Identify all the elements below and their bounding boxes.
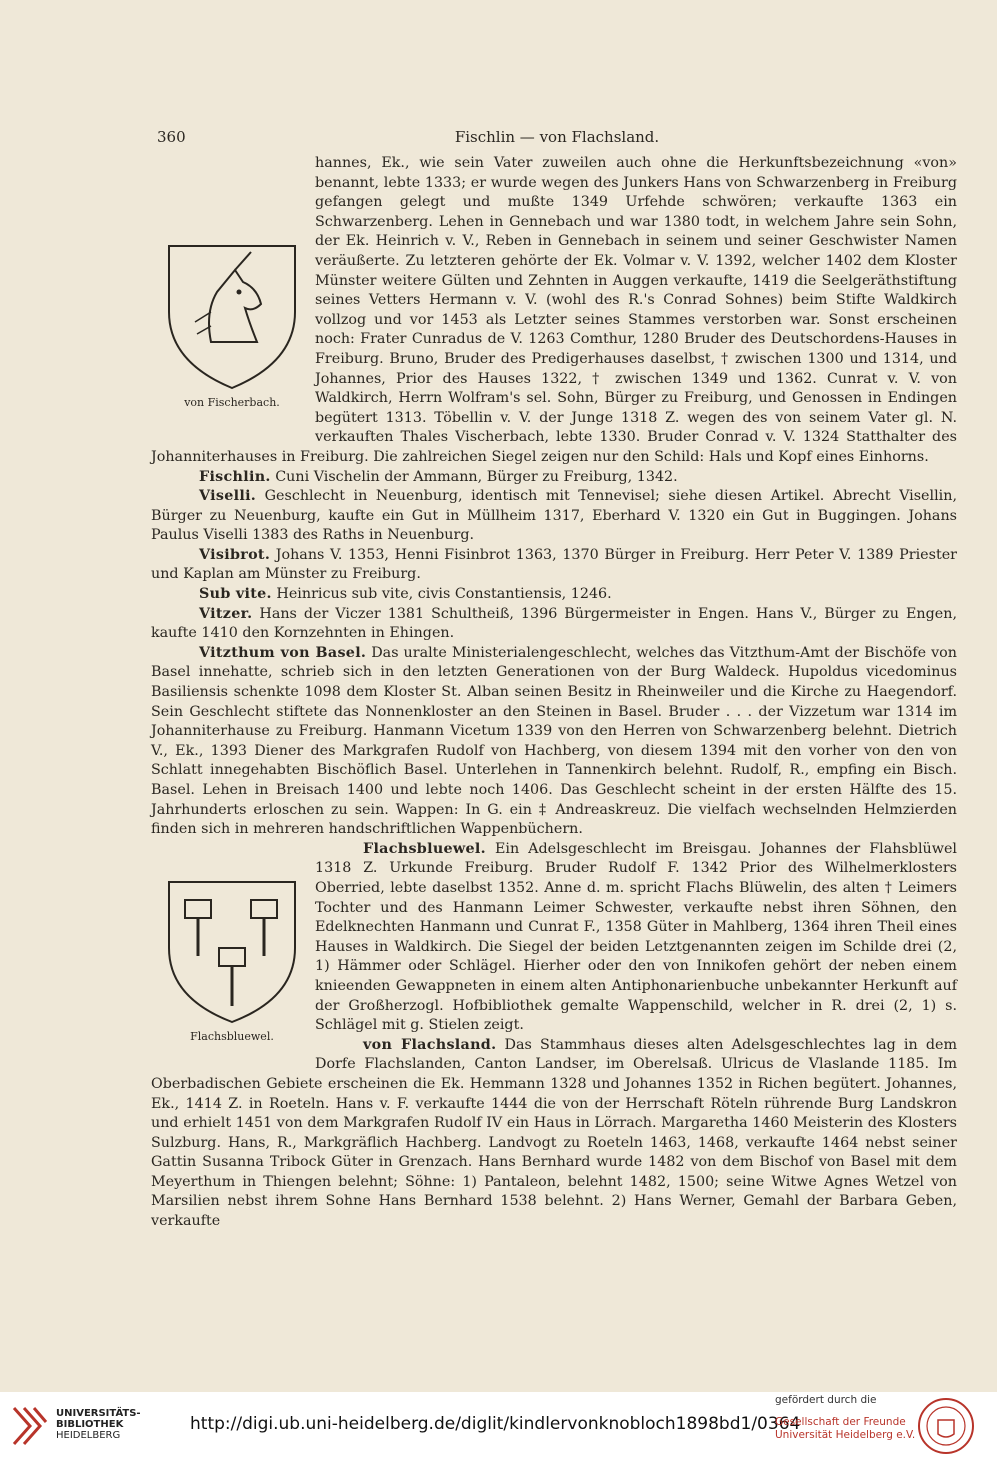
entry-vitzthum	[151, 644, 957, 840]
entry-head: Sub vite.	[199, 586, 272, 603]
entry-flachsbluewel	[151, 840, 957, 1043]
page-number: 360	[157, 128, 186, 146]
paragraph-text: hannes, Ek., wie sein Vater zuweilen auch ohne die Herkunftsbezeichnung «von» benannt, lebte 1333; er wurde wegen des Junkers Hans von Schwarzenberg in Freiburg gefangen gelegt und mußte 1349 Urfehde schwören; verkaufte 1363 ein Schwarzenberg. Lehen in Gennebach und war 1380 todt, in welchem Jahre sein Sohn, der Ek. Heinrich v. V., Reben in Gennebach in seinem und seiner Geschwister Namen veräußerte. Zu letzteren gehörte der Ek. Volmar v. V. 1392, welcher 1402 dem Kloster Münster weitere Gülten und Zehnten in Auggen verkaufte, 1419 die Seelgeräthstiftung seines Vetters Hermann v. V. (wohl des R.'s Conrad Sohnes) beim Stifte Waldkirch vollzog und vor 1453 als Letzter seines Stammes verstorben war. Sonst erscheinen noch: Frater Cunradus de V. 1263 Comthur, 1280 Bruder des Deutschordens-Hauses in Freiburg. Bruno, Bruder des Predigerhauses daselbst, † zwischen 1300 und 1314, und Johannes, Prior des Hauses 1322, † zwischen 1349 und 1362. Cunrat v. V. von Waldkirch, Herrn Wolfram's sel. Sohn, Bürger zu Freiburg, und Genossen in Endingen begütert 1313. Töbellin v. V. der Junge 1318 Z. wegen des von seinem Vater gl. N. verkauften Thales Vischerbach, lebte 1330. Bruder Conrad v. V. 1324 Statthalter des Johanniterhauses in Freiburg. Die zahlreichen Siegel zeigen nur den Schild: Hals und Kopf eines Einhorns.	[151, 155, 957, 465]
entry-head: Viselli.	[199, 488, 257, 505]
text-body	[151, 154, 957, 1232]
entry-head: Fischlin.	[199, 468, 271, 485]
university-logo-icon	[10, 1404, 50, 1448]
sponsor-line: Gesellschaft der Freunde	[775, 1416, 906, 1428]
sponsor-name[interactable]	[775, 1416, 915, 1442]
entry-text: Ein Adelsgeschlecht im Breisgau. Johannes der Flahsblüwel 1318 Z. Urkunde Freiburg. Bruder Rudolf F. 1342 Prior des Wilhelmerklosters Oberried, lebte daselbst 1352. Anne d. m. spricht Flachs Blüwelin, des alten † Leimers Tochter und des Hanmann Leimer Schwester, verkaufte nebst ihren Söhnen, den Edelknechten Hanmann und Cunrat F., 1358 Güter in Mahlberg, 1364 ihren Theil eines Hauses in Waldkirch. Die Siegel der beiden Letztgenannten zeigen im Schilde drei (2, 1) Hämmer oder Schlägel. Hierher oder den von Innikofen gehört der neben einem knieenden Gewappneten in einem alten Antiphonarienbuche unbekannter Herkunft auf der Großherzogl. Hofbibliothek gemalte Wappenschild, welcher in R. drei (2, 1) s. Schlägel mit g. Stielen zeigt.	[315, 840, 957, 1034]
entry-head: Visibrot.	[199, 546, 271, 563]
entry-visibrot	[151, 546, 957, 585]
seal-icon	[916, 1396, 976, 1456]
entry-head: von Flachsland.	[363, 1036, 497, 1053]
entry-viselli	[151, 487, 957, 546]
entry-text: Geschlecht in Neuenburg, identisch mit Tennevisel; siehe diesen Artikel. Abrecht Visellin, Bürger zu Neuenburg, kaufte ein Gut in Müllheim 1317, Eberhard V. 1320 ein Gut in Buggingen. Johans Paulus Viselli 1383 des Raths in Neuenburg.	[151, 488, 957, 544]
entry-text: Johans V. 1353, Henni Fisinbrot 1363, 1370 Bürger in Freiburg. Herr Peter V. 1389 Priester und Kaplan am Münster zu Freiburg.	[151, 546, 958, 583]
university-line: HEIDELBERG	[56, 1430, 121, 1441]
entry-fischlin	[151, 468, 957, 488]
unicorn-shield-icon	[165, 242, 299, 392]
university-name	[56, 1408, 141, 1441]
coat-of-arms-flachsbluewel	[157, 878, 307, 1066]
running-header	[157, 128, 957, 150]
coat-of-arms-fischerbach	[157, 242, 307, 432]
entry-sub-vite	[151, 585, 957, 605]
entry-text: Heinricus sub vite, civis Constantiensis, 1246.	[276, 586, 612, 603]
viewer-footer	[0, 1392, 997, 1463]
entry-head: Flachsbluewel.	[363, 840, 486, 857]
permalink-url[interactable]: http://digi.ub.uni-heidelberg.de/diglit/kindlervonknobloch1898bd1/0364	[190, 1414, 801, 1434]
entry-head: Vitzthum von Basel.	[199, 644, 367, 661]
university-line: UNIVERSITÄTS-	[56, 1408, 141, 1419]
entry-text: Das uralte Ministerialengeschlecht, welches das Vitzthum-Amt der Bischöfe von Basel innehatte, schrieb sich in den letzten Generationen von der Burg Waldeck. Hupoldus vicedominus Basiliensis schenkte 1098 dem Kloster St. Alban seinen Besitz in Rheinweiler und die Kirche zu Haegendorf. Sein Geschlecht stiftete das Nonnenkloster an den Steinen in Basel. Bruder . . . der Vizzetum war 1314 im Johanniterhause zu Freiburg. Hanmann Vicetum 1339 von den Herren von Schwarzenberg belehnt. Dietrich V., Ek., 1393 Diener des Markgrafen Rudolf von Hachberg, von diesem 1394 mit den vorher von den von Schlatt innegehabten Bischöflich Basel. Unterlehen in Tannenkirch belehnt. Rudolf, R., empfing ein Bisch. Basel. Lehen in Breisach 1400 und lebte noch 1406. Das Geschlecht scheint in der ersten Hälfte des 15. Jahrhunderts erloschen zu sein. Wappen: In G. ein ‡ Andreaskreuz. Die vielfach wechselnden Helmzierden finden sich in mehreren handschriftlichen Wappenbüchern.	[151, 644, 957, 838]
page-title: Fischlin — von Flachsland.	[454, 128, 660, 146]
hammers-shield-icon	[165, 878, 299, 1026]
entry-head: Vitzer.	[199, 605, 253, 622]
university-line: BIBLIOTHEK	[56, 1419, 124, 1430]
paragraph-continuation	[151, 154, 957, 468]
figure-caption: Flachsbluewel.	[190, 1029, 274, 1043]
figure-caption: von Fischerbach.	[184, 396, 280, 409]
sponsor-line: Universität Heidelberg e.V.	[775, 1429, 916, 1441]
entry-vitzer	[151, 605, 957, 644]
entry-text: Cuni Vischelin der Ammann, Bürger zu Freiburg, 1342.	[275, 468, 678, 485]
funded-by-label: gefördert durch die	[775, 1394, 877, 1406]
entry-text: Das Stammhaus dieses alten Adelsgeschlechtes lag in dem Dorfe Flachslanden, Canton Landser, im Oberelsaß. Ulricus de Vlaslande 1185. Im Oberbadischen Gebiete erscheinen die Ek. Hemmann 1328 und Johannes 1352 in Richen begütert. Johannes, Ek., 1414 Z. in Roeteln. Hans v. F. verkaufte 1444 die von der Herrschaft Röteln rührende Burg Landskron und erhielt 1451 von dem Markgrafen Rudolf IV ein Haus in Lörrach. Margaretha 1460 Meisterin des Klosters Sulzburg. Hans, R., Markgräflich Hachberg. Landvogt zu Roeteln 1463, 1468, verkaufte 1464 nebst seiner Gattin Susanna Tribock Güter in Grenzach. Hans Bernhard wurde 1482 von dem Bischof von Basel mit dem Meyerthum in Thiengen belehnt; Söhne: 1) Pantaleon, belehnt 1482, 1500; seine Witwe Agnes Wetzel von Marsilien nebst ihrem Sohne Hans Bernhard 1538 belehnt. 2) Hans Werner, Gemahl der Barbara Geben, verkaufte	[151, 1036, 958, 1230]
entry-text: Hans der Viczer 1381 Schultheiß, 1396 Bürgermeister in Engen. Hans V., Bürger zu Engen, kaufte 1410 den Kornzehnten in Ehingen.	[151, 605, 957, 642]
